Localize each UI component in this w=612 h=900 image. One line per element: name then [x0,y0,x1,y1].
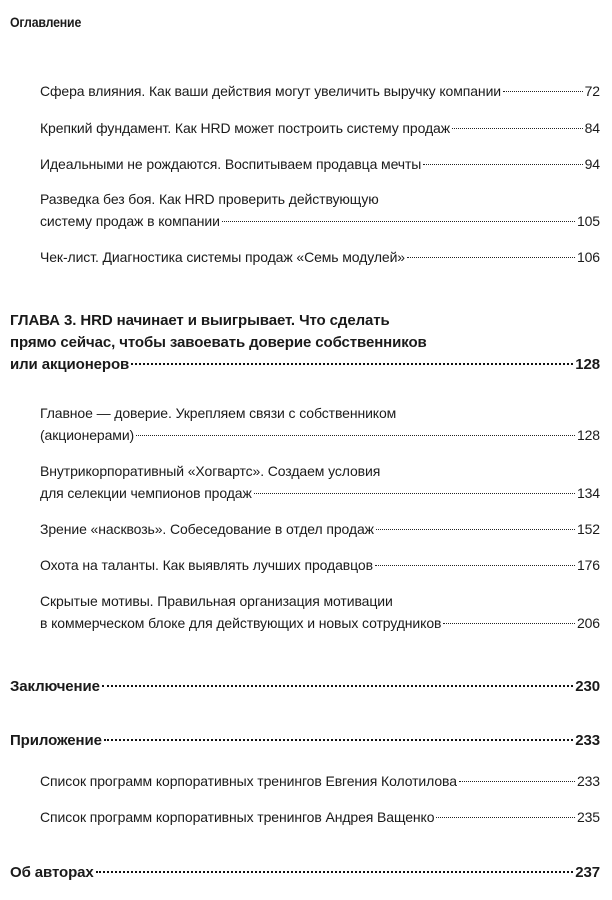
running-head-title: Оглавление [10,14,82,30]
toc-entry-title-line: Внутрикорпоративный «Хогвартс». Создаем условия [40,463,381,479]
toc-leader-dots [96,871,574,873]
toc-entry-line [40,424,600,446]
toc-entry-line [40,246,600,268]
toc-page-number: 134 [576,485,600,501]
toc-entry-title-line: ГЛАВА 3. HRD начинает и выигрывает. Что сделать [10,312,390,329]
toc-leader-dots [376,529,575,530]
toc-entry-title: в коммерческом блоке для действующих и новых сотрудников [40,615,442,631]
toc-entry [40,188,600,232]
toc-entry-title: Сфера влияния. Как ваши действия могут увеличить выручку компании [40,83,502,99]
toc-entry-title: Список программ корпоративных тренингов Евгения Колотилова [40,773,457,789]
toc-page-number: 206 [576,615,600,631]
toc-entry-title-line: Разведка без боя. Как HRD проверить действующую [40,191,379,207]
toc-page-number: 233 [576,773,600,789]
toc-leader-dots [131,363,573,365]
toc-entry-title: Зрение «насквозь». Собеседование в отдел продаж [40,521,374,537]
toc-entry [40,590,600,634]
toc-entry [40,117,600,139]
toc-entry-title: Заключение [10,678,100,695]
toc-leader-dots [452,128,583,129]
toc-entry-title: Приложение [10,732,102,749]
toc-entry-line [40,80,600,102]
toc-entry [40,770,600,792]
toc-chapter-entry [10,862,600,884]
toc-entry-line [40,518,600,540]
toc-entry-line [40,117,600,139]
toc-entry [40,153,600,175]
toc-page-number: 84 [584,120,600,136]
toc-entry-title: (акционерами) [40,427,135,443]
toc-entry [40,402,600,446]
toc-entry-line [10,862,600,884]
toc-leader-dots [222,221,575,222]
toc-entry-line [40,210,600,232]
toc-leader-dots [407,257,575,258]
toc-page-number: 128 [575,356,600,373]
toc-entry [40,460,600,504]
toc-entry [40,554,600,576]
toc-entry-line [10,354,600,376]
toc-page-number: 233 [575,732,600,749]
toc-entry-line [10,730,600,752]
toc-leader-dots [423,164,582,165]
toc-entry-title: или акционеров [10,356,130,373]
toc-leader-dots [436,817,575,818]
toc-chapter-entry [10,310,600,376]
toc-entry-line [40,612,600,634]
toc-entry-line [40,482,600,504]
toc-page-number: 152 [576,521,600,537]
toc-page-number: 230 [575,678,600,695]
toc-entry-title: Об авторах [10,864,94,881]
toc-page-number: 235 [576,809,600,825]
toc-leader-dots [104,739,573,741]
toc-entry [40,80,600,102]
toc-entry [40,246,600,268]
toc-page-number: 237 [575,864,600,881]
toc-leader-dots [136,435,575,436]
toc-leader-dots [254,493,575,494]
toc-page-number: 128 [576,427,600,443]
toc-page-number: 176 [576,557,600,573]
toc-page-number: 105 [576,213,600,229]
toc-leader-dots [102,685,573,687]
toc-entry-title: Чек-лист. Диагностика системы продаж «Семь модулей» [40,249,405,265]
toc-leader-dots [459,781,575,782]
toc-entry-title: Список программ корпоративных тренингов Андрея Ващенко [40,809,435,825]
toc-entry-title: для селекции чемпионов продаж [40,485,252,501]
toc-entry-line [10,676,600,698]
toc-page-number: 106 [576,249,600,265]
toc-entry [40,518,600,540]
toc-entry-line [40,554,600,576]
toc-entry-line [40,806,600,828]
toc-entry-title-line: Скрытые мотивы. Правильная организация мотивации [40,593,393,609]
toc-page-number: 72 [584,83,600,99]
toc-chapter-entry [10,676,600,698]
toc-leader-dots [375,565,575,566]
toc-entry-title: систему продаж в компании [40,213,220,229]
toc-entry-title: Идеальными не рождаются. Воспитываем продавца мечты [40,156,422,172]
toc-entry-line [40,770,600,792]
toc-chapter-entry [10,730,600,752]
toc-entry-title: Охота на таланты. Как выявлять лучших продавцов [40,557,373,573]
toc-leader-dots [503,91,583,92]
toc-entry-title: Крепкий фундамент. Как HRD может построить систему продаж [40,120,450,136]
toc-entry [40,806,600,828]
toc-entry-title-line: Главное — доверие. Укрепляем связи с собственником [40,405,397,421]
toc-entry-line [40,153,600,175]
toc-leader-dots [443,623,575,624]
toc-entry-title-line: прямо сейчас, чтобы завоевать доверие собственников [10,334,427,351]
toc-page-number: 94 [584,156,600,172]
